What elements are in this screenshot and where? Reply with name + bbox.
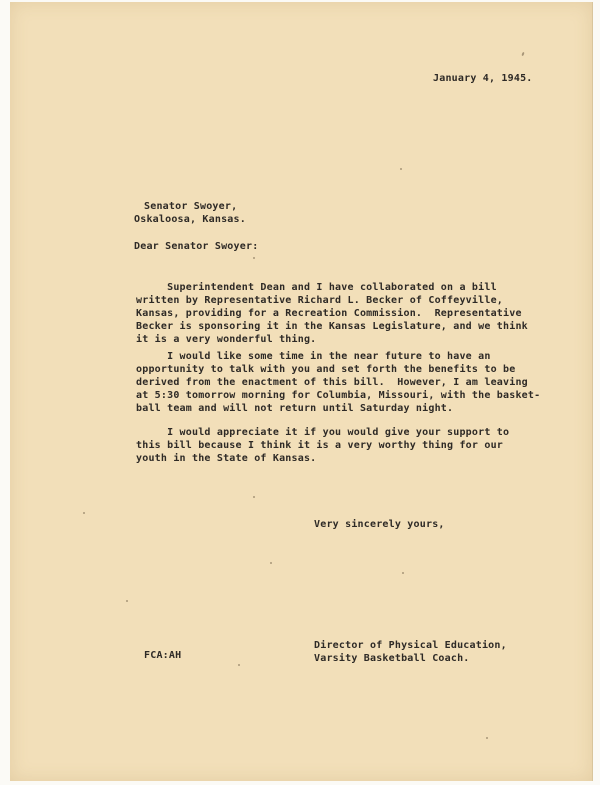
paragraph-line: opportunity to talk with you and set forth the benefits to be <box>136 364 516 375</box>
paper-speck <box>126 600 128 602</box>
body-paragraph-2 <box>136 350 556 415</box>
paragraph-line: at 5:30 tomorrow morning for Columbia, Missouri, with the basket- <box>136 390 541 401</box>
recipient-location: Oskaloosa, Kansas. <box>134 214 246 225</box>
letter-date: January 4, 1945. <box>433 73 533 84</box>
paragraph-line: this bill because I think it is a very worthy thing for our <box>136 440 504 451</box>
signature-title-2: Varsity Basketball Coach. <box>314 653 470 664</box>
paper-speck <box>253 496 255 498</box>
reference-initials: FCA:AH <box>144 650 182 661</box>
complimentary-closing: Very sincerely yours, <box>314 519 445 530</box>
signature-title-1: Director of Physical Education, <box>314 640 507 651</box>
letter-page <box>10 2 593 781</box>
paragraph-line: I would appreciate it if you would give your support to <box>136 427 510 438</box>
paper-speck <box>83 512 85 514</box>
paragraph-line: I would like some time in the near future to have an <box>136 351 491 362</box>
paper-speck <box>253 257 255 259</box>
body-paragraph-3 <box>136 426 556 465</box>
salutation: Dear Senator Swoyer: <box>134 241 259 252</box>
paper-speck <box>270 562 272 564</box>
paper-speck <box>402 572 404 574</box>
paragraph-line: Becker is sponsoring it in the Kansas Legislature, and we think <box>136 321 528 332</box>
paragraph-line: youth in the State of Kansas. <box>136 453 317 464</box>
paragraph-line: written by Representative Richard L. Becker of Coffeyville, <box>136 295 504 306</box>
paragraph-line: derived from the enactment of this bill. However, I am leaving <box>136 377 528 388</box>
recipient-name: Senator Swoyer, <box>144 201 238 212</box>
paragraph-line: Superintendent Dean and I have collaborated on a bill <box>136 282 497 293</box>
paper-speck <box>400 168 402 170</box>
paper-speck <box>238 664 240 666</box>
paragraph-line: Kansas, providing for a Recreation Commission. Representative <box>136 308 522 319</box>
paragraph-line: ball team and will not return until Saturday night. <box>136 403 454 414</box>
body-paragraph-1 <box>136 281 556 346</box>
paper-speck <box>521 52 524 56</box>
paragraph-line: it is a very wonderful thing. <box>136 334 317 345</box>
paper-speck <box>486 737 488 739</box>
